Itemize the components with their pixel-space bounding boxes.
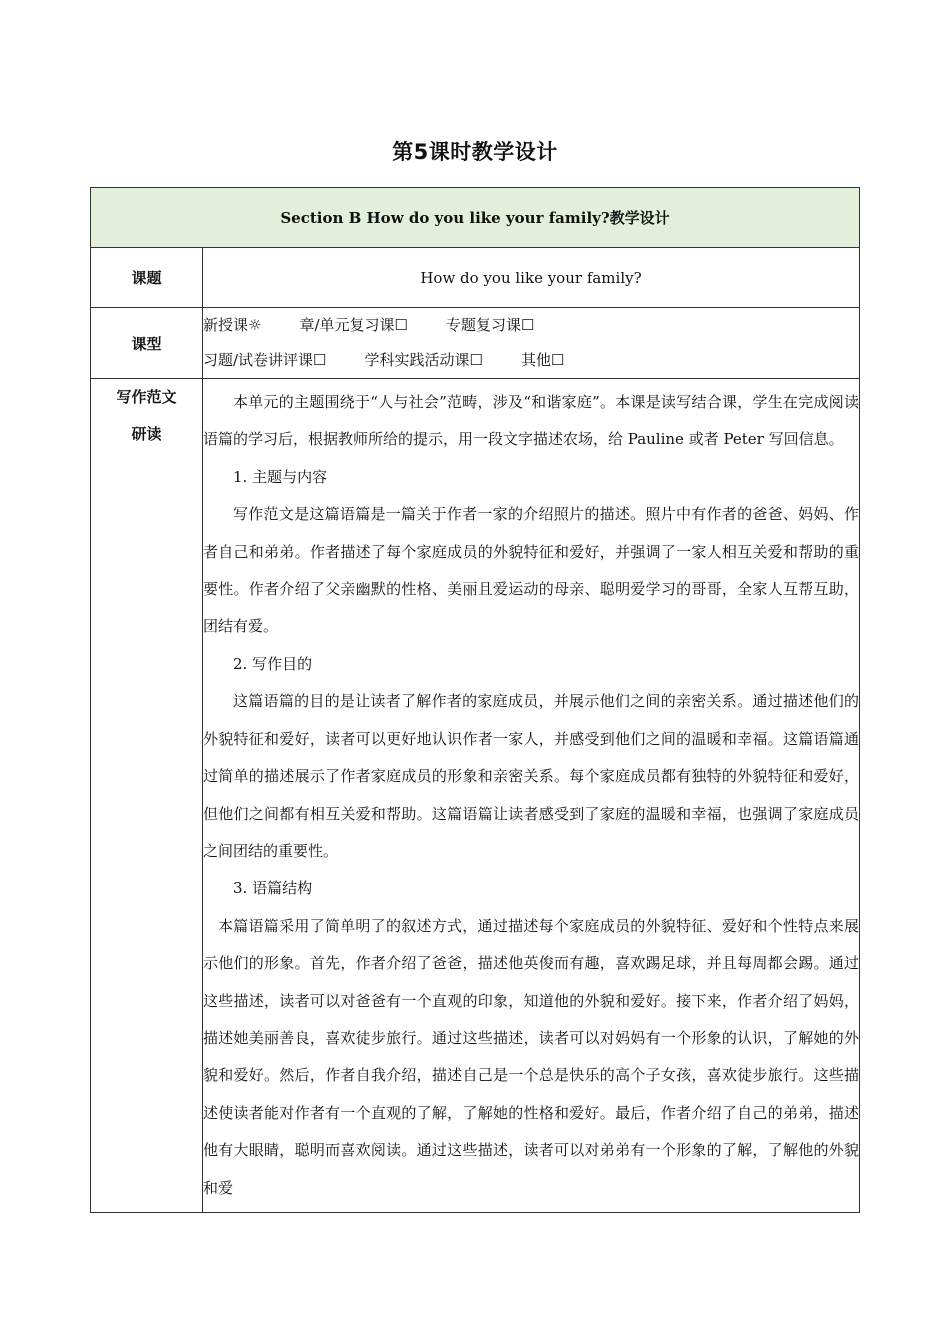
writing-sample-row xyxy=(91,379,860,1213)
text-structure-paragraph: 本篇语篇采用了简单明了的叙述方式，通过描述每个家庭成员的外貌特征、爱好和个性特点来展示他们的形象。首先，作者介绍了爸爸，描述他英俊而有趣，喜欢踢足球，并且每周都会踢。通过这些描述，读者可以对爸爸有一个直观的印象，知道他的外貌和爱好。接下来，作者介绍了妈妈，描述她美丽善良，喜欢徒步旅行。通过这些描述，读者可以对妈妈有一个形象的认识，了解她的外貌和爱好。然后，作者自我介绍，描述自己是一个总是快乐的高个子女孩，喜欢徒步旅行。这些描述使读者能对作者有一个直观的了解，了解她的性格和爱好。最后，作者介绍了自己的弟弟，描述他有大眼睛，聪明而喜欢阅读。通过这些描述，读者可以对弟弟有一个形象的了解，了解他的外貌和爱 xyxy=(203,916,859,1197)
type-row xyxy=(91,308,860,379)
heading-text-structure: 3. 语篇结构 xyxy=(233,879,313,898)
type-option-topic-review: 专题复习课☐ xyxy=(445,316,535,334)
type-option-practice-activity: 学科实践活动课☐ xyxy=(364,351,483,369)
table-header: Section B How do you like your family?教学设计 xyxy=(91,188,860,248)
type-label: 课型 xyxy=(91,308,203,379)
type-option-unit-review: 章/单元复习课☐ xyxy=(299,316,408,334)
type-options-line-2 xyxy=(203,343,859,378)
type-options-line-1 xyxy=(203,308,859,343)
lesson-design-table xyxy=(90,187,860,1213)
page-title: 第5课时教学设计 xyxy=(392,140,558,164)
writing-sample-content xyxy=(203,379,860,1213)
type-option-new-lesson: 新授课☼ xyxy=(203,316,262,334)
writing-sample-label-line-1: 写作范文 xyxy=(116,388,177,406)
type-option-exercise-review: 习题/试卷讲评课☐ xyxy=(203,351,327,369)
writing-purpose-paragraph: 这篇语篇的目的是让读者了解作者的家庭成员，并展示他们之间的亲密关系。通过描述他们的外貌特征和爱好，读者可以更好地认识作者一家人，并感受到他们之间的温暖和幸福。这篇语篇通过简单的描述展示了作者家庭成员的形象和亲密关系。每个家庭成员都有独特的外貌特征和爱好，但他们之间都有相互关爱和帮助。这篇语篇让读者感受到了家庭的温暖和幸福，也强调了家庭成员之间团结的重要性。 xyxy=(203,692,859,860)
topic-value: How do you like your family? xyxy=(203,248,860,308)
type-options xyxy=(203,308,860,379)
intro-paragraph: 本单元的主题围绕于“人与社会”范畴，涉及“和谐家庭”。本课是读写结合课，学生在完成阅读语篇的学习后，根据教师所给的提示，用一段文字描述农场，给 Pauline 或者 Peter 写回信息。 xyxy=(203,393,859,449)
topic-row xyxy=(91,248,860,308)
table-header-row xyxy=(91,188,860,248)
theme-content-paragraph: 写作范文是这篇语篇是一篇关于作者一家的介绍照片的描述。照片中有作者的爸爸、妈妈、作者自己和弟弟。作者描述了每个家庭成员的外貌特征和爱好，并强调了一家人相互关爱和帮助的重要性。作者介绍了父亲幽默的性格、美丽且爱运动的母亲、聪明爱学习的哥哥，全家人互帮互助，团结有爱。 xyxy=(203,505,859,636)
heading-writing-purpose: 2. 写作目的 xyxy=(233,654,313,673)
writing-sample-label xyxy=(91,379,203,1213)
topic-label: 课题 xyxy=(91,248,203,308)
writing-sample-label-line-2: 研读 xyxy=(131,425,162,443)
heading-theme-content: 1. 主题与内容 xyxy=(233,467,328,486)
type-option-other: 其他☐ xyxy=(520,351,565,369)
